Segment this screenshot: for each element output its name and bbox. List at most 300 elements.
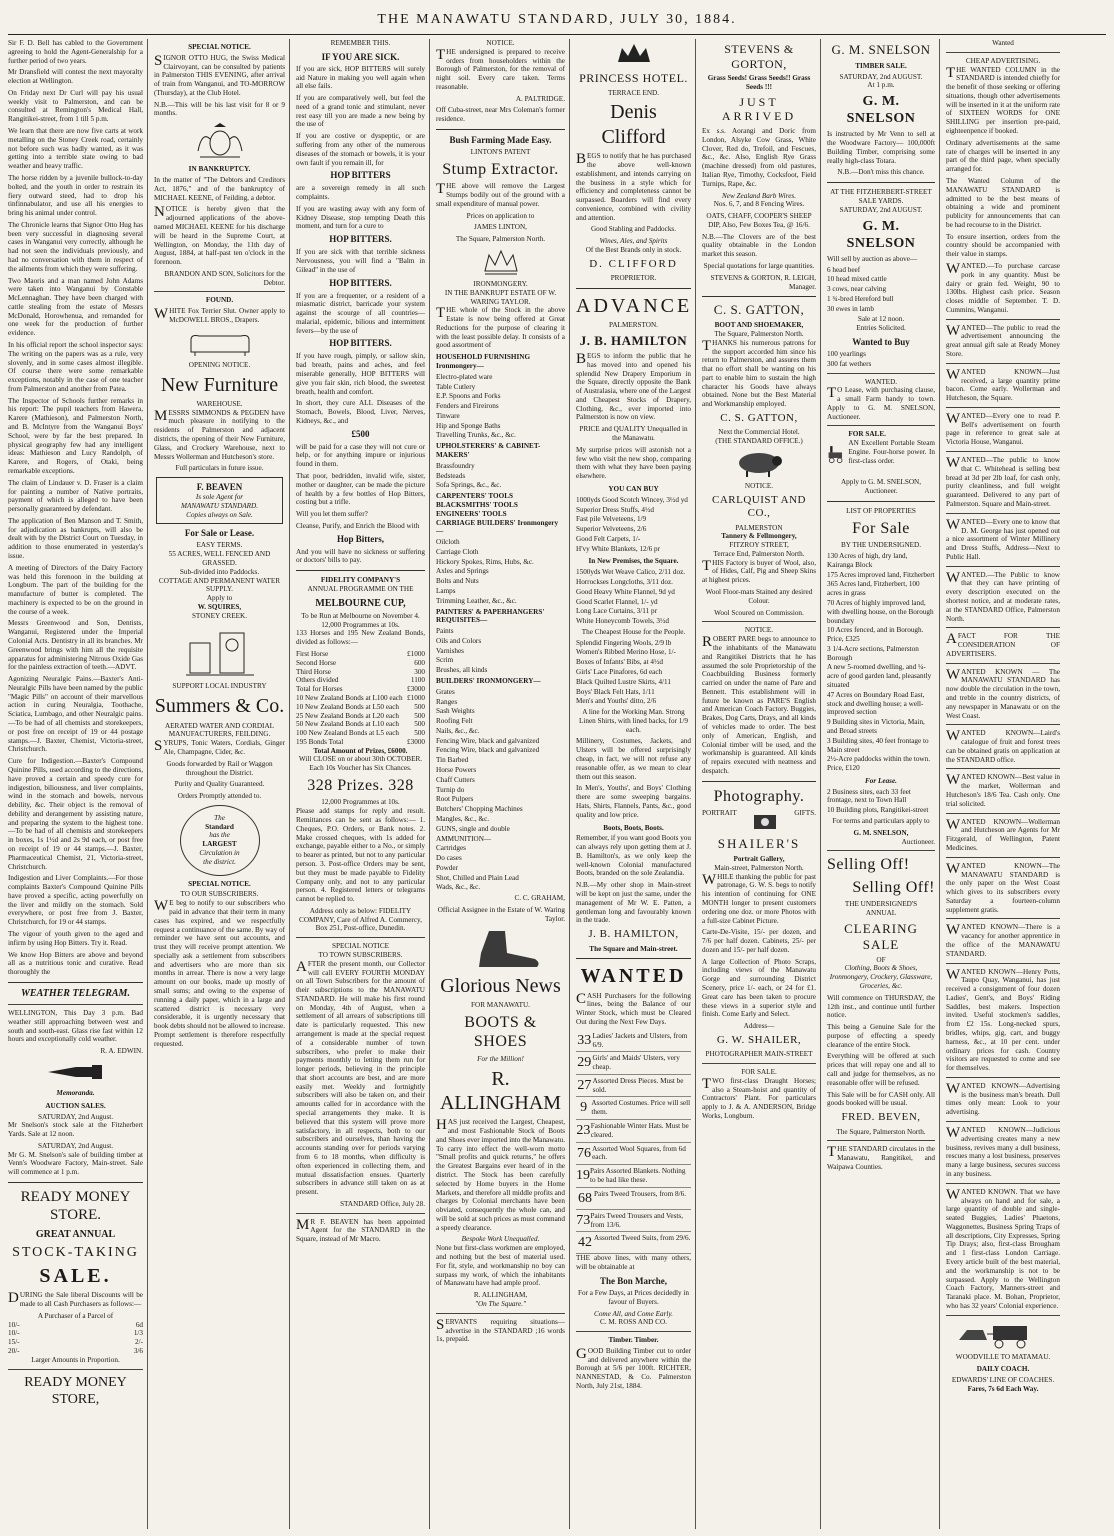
entries: Entries Solicited. (856, 324, 906, 333)
builders-item: AMMUNITION— (436, 834, 492, 843)
prize-amount: 1100 (410, 676, 425, 685)
builders-item: Shot, Chilled and Plain Lead (436, 873, 519, 882)
builders-item: Cartridges (436, 844, 466, 853)
wanted-list (576, 1030, 691, 1255)
premises: In New Premises, the Square. (588, 557, 679, 566)
columns (8, 39, 1106, 1529)
wanted-ad: WANTED KNOWN—The MANAWATU STANDARD is the only paper on the West Coast which gives to its subscribers every Saturday a fourteen-column supplement gratis. (946, 860, 1060, 914)
news-paragraph: The application of Ben Manson and T. Smith, for adjudication as bankrupts, will also be dealt with by the District Court on Tuesday, in addition to those enumerated in yesterday's issue. (8, 516, 143, 560)
town-text: AFTER the present month, our Collector will call EVERY FOURTH MONDAY on all Town Subscribers for the amount of their subscriptions to the MANAWATU STANDARD. He will make his first round on Monday, 4th of August, when a settlement of all arrears of subscriptions till date is particularly requested. This new arrangement is made at the special request of a considerable number of town subscribers, who prefer to make their payments monthly to letting them run for longer periods, believing in the principle that short accounts are best, and are more easily met. Weekly and fortnightly subscribers will also be taken on, and their amounts called for in accordance with the special arrangements they make. It is believed that this system will prove more satisfactory, in all respects, both to our subscribers and ourselves, than having the accounts standing over for periods varying from 6 to 18 months, when difficulty is often experienced in collecting them, and mutual dissatisfaction ensues. Quarterly subscribers in advance still taken on as at present. (296, 958, 425, 1197)
painters-item: Varnishes (436, 646, 464, 655)
bond-table (296, 694, 425, 738)
wanted-item (576, 1232, 691, 1254)
furniture-text: MESSRS SIMMONDS & PEGDEN have much pleasure in notifying to the residents of Palmerston and adjacent districts, the opening of their New Furniture, Glass, and Crockery Warehouse, next to Messrs Wollerman and Hutcheson's store. (154, 407, 285, 461)
princess-hotel: PRINCESS HOTEL. (579, 71, 688, 85)
wanted-title: WANTED (580, 965, 687, 988)
sell-list (827, 266, 935, 314)
discount-amount: 10/- (8, 1329, 20, 1338)
news-paragraph: On Friday next Dr Curl will pay his usual weekly visit to Palmerston, and can be consulted at Remington's Medical Hall, Rangitikei-street, from 1 till 5 p.m. (8, 88, 143, 124)
wanted-count: 76 (577, 1145, 592, 1161)
divider (946, 768, 1060, 769)
clifford-title: Denis Clifford (601, 101, 666, 148)
each-ten: Each 10s Voucher has Six Chances. (309, 764, 412, 773)
everything: Everything will be offered at such prices that will repay one and all to call and judge for themselves, as no reasonable offer will be refused. (827, 1052, 935, 1087)
news-paragraph: The vigour of youth given to the aged and infirm by using Hop Bitters. Try it. Read. (8, 930, 143, 947)
tannery: Tannery & Fellmongery, (721, 532, 797, 541)
bankrupt-estate: IN THE BANKRUPT ESTATE OF W. WARING TAYLOR. (444, 288, 557, 306)
warehouse: WAREHOUSE. (196, 399, 243, 408)
portrait: PORTRAIT (702, 809, 737, 818)
auction-text: Mr Snelson's stock sale at the Fitzherbert Yards. Sale at 12 noon. (8, 1121, 143, 1139)
cheapest-item: Boxes of Infants' Bibs, at 4½d (576, 658, 663, 667)
divider (946, 918, 1060, 919)
prize-label: 100 New Zealand Bonds at L5 each (296, 729, 399, 738)
wanted-ad: WANTED—Every one to know that D. M. George has just opened out a nice assortment of Winter Millinery and Dress Stuffs, Address—Next to Public Hall. (946, 516, 1060, 561)
banner-line: Circulation in (199, 849, 240, 858)
stump-title: Stump Extractor. (442, 160, 559, 178)
hop-bitters-paragraph: If you are costive or dyspeptic, or are suffering from any other of the numerous diseases of the stomach or bowels, it is your own fault if you remain ill, for (296, 132, 425, 167)
wanted-ad: AFACT FOR THE CONSIDERATION OF ADVERTISERS. (946, 631, 1060, 658)
prize-table (296, 650, 425, 685)
blacksmiths: BLACKSMITHS' TOOLS (436, 500, 518, 509)
sell-item: 6 head beef (827, 265, 861, 274)
allingham-title: R. ALLINGHAM (439, 1067, 562, 1114)
daily-coach: DAILY COACH. (976, 1365, 1030, 1374)
gallery: Portrait Gallery, (733, 855, 785, 864)
for-manawatu: FOR MANAWATU. (471, 1000, 530, 1009)
glorious-title: Glorious News (440, 974, 561, 997)
steam-engine-icon (827, 430, 844, 478)
news-paragraph: Sir F. D. Bell has cabled to the Government agreeing to hold the Agent-Generalship for a further period of two years. (8, 39, 143, 65)
prize-amount: 600 (414, 658, 425, 667)
remember: REMEMBER THIS. (330, 39, 391, 47)
sell-item: 3 cows, near calving (827, 285, 887, 294)
carriage-item: Trimming Leather, &c., &c. (436, 596, 517, 605)
prize-row (296, 650, 425, 659)
discount-value: 1/3 (133, 1329, 143, 1338)
wanted-desc: Assorted Wool Squares, from 6d each. (592, 1144, 686, 1162)
camera-icon (750, 809, 780, 833)
divider (946, 813, 1060, 814)
cash-only: This Sale will be for CASH only. All goods booked will be usual. (827, 1090, 935, 1108)
buy-item: H'vy White Blankets, 12/6 pr (576, 544, 661, 553)
builders-item: Grates (436, 687, 455, 696)
wanted-desc: Girls' and Maids' Ulsters, very cheap. (592, 1054, 680, 1072)
household-list (436, 373, 565, 440)
town-subscribers: TO TOWN SUBSCRIBERS. (318, 950, 403, 959)
terrace: TERRACE END. (607, 88, 660, 97)
timber-title: Timber. Timber. (608, 1336, 659, 1345)
for-sale: FOR SALE. (848, 430, 886, 439)
selling-off-2: Selling Off! (852, 878, 935, 896)
wanted-ad: WANTED KNOWN—Henry Potts, Taupo Quay, Wanganui, has just received a consignment of four dozen Ladies', Gent's, and Boys' Riding Saddles, best makers. Inspection invited. Useful stockmen's saddles, from £2 15s. Long-necked spurs, bridles, whips, gig, cart, and buggy harness, &c., at 10 per cent. under ordinary prices for cash. Country visitors are requested to come and see for themselves. (946, 966, 1060, 1073)
news-paragraph: The Chronicle learns that Signor Otto Hug has been very successful in diagnosing several cases in Wanganui very correctly, although he had not seen the individuals previously, and had no conversation with them in respect of the ailments from which they were suffering. (8, 220, 143, 273)
hop-bitters-paragraph: And you will have no sickness or suffering or doctors' bills to pay. (296, 547, 425, 565)
hop-bitters-paragraph: Will you let them suffer? (296, 510, 368, 519)
upholsterers: UPHOLSTERERS' & CABINET-MAKERS' (436, 442, 541, 460)
boots-shoes: BOOTS & SHOES (464, 1013, 537, 1051)
wanted-count: 68 (578, 1190, 592, 1206)
goods-forwarded: Goods forwarded by Rail or Waggon throughout the District. (166, 759, 273, 777)
wanted-item (576, 1210, 691, 1233)
painters-item: Brushes, all kinds (436, 666, 488, 675)
shailer-text: WHILE thanking the public for past patronage, G. W. S. begs to notify his intention of continuing for ONE MONTH longer to present customers ordering one doz. or more Photos with a full-size Cabinet Picture. (702, 871, 816, 925)
sale-title: SALE. (39, 1264, 112, 1287)
gatton-next: Next the Commercial Hotel. (718, 428, 800, 437)
gallery-addr: Main-street, Palmerston North. (714, 863, 804, 872)
buy-list (576, 496, 691, 554)
wanted-ad: WANTED KNOWN — The MANAWATU STANDARD has now double the circulation in the town, and treble in the country districts, of any newspaper in Manawatu or on the West Coast. (946, 666, 1060, 720)
gatton-title: C. S. GATTON, (713, 302, 805, 318)
prize-row (296, 712, 425, 721)
wanted-text: CASH Purchasers for the following lines, being the Balance of our Winter Stock, which must be Cleared Out during the Next Few Days. (576, 990, 691, 1027)
hamilton-addr: The Square and Main-street. (589, 944, 678, 953)
fencing: Nos. 6, 7, and 8 Fencing Wires. (713, 200, 805, 209)
orders: Orders Promptly attended to. (177, 792, 262, 801)
divider (946, 52, 1060, 53)
acres-text: 55 ACRES, WELL FENCED AND GRASSED. (168, 550, 271, 568)
painters-item: Scrim (436, 656, 454, 665)
hop-bitters-paragraph: If you are a frequenter, or a resident of a miasmatic district, barricade your system against the scourge of all countries—malarial, epidemic, bilious and intermittent fevers—by the use of (296, 291, 425, 335)
beaven-note: MR F. BEAVEN has been appointed Agent for the STANDARD in the Square, instead of Mr Macro. (296, 1216, 425, 1244)
hop-bitters-paragraph: If you are sick with that terrible sickness Nervousness, you will find a "Balm in Gilead" in the use of (296, 248, 425, 274)
divider (576, 288, 691, 289)
cheapest-item: Girls' Lace Pinafores, 6d each (576, 668, 663, 676)
beven: FRED. BEVEN, (841, 1111, 921, 1124)
great-annual: GREAT ANNUAL (35, 1228, 116, 1240)
palmerston: PALMERSTON. (609, 321, 658, 330)
divider (576, 1331, 691, 1332)
bespoke-text: None but first-class workmen are employed, and nothing but the best of material used. For fit, style, and workmanship no boy can surpass my work, of which the inhabitants of Manawatu have had ample proof. (436, 1244, 565, 1288)
column-6 (702, 39, 821, 1529)
prize-label: Others divided (296, 676, 339, 685)
beaven-box (156, 477, 283, 524)
wanted-item (576, 1075, 691, 1098)
lease-item: 10 Building plots, Rangitikei-street (827, 806, 929, 815)
premises-item: Good Scarlet Flannel, 1/- yd (576, 597, 658, 606)
prize-amount: £1000 (407, 693, 425, 702)
divider (946, 319, 1060, 320)
hop-bitters-heading: HOP BITTERS. (329, 338, 392, 349)
rms-text: DURING the Sale liberal Discounts will be made to all Cash Purchasers as follows:— (8, 1290, 143, 1309)
builders-item: Wads, &c., &c. (436, 883, 481, 892)
property-item: 9 Building sites in Victoria, Main, and Broad streets (827, 718, 925, 735)
divider (827, 425, 935, 426)
discount-foot: Larger Amounts in Proportion. (31, 1355, 120, 1364)
hop-bitters-heading: HOP BITTERS. (329, 277, 392, 288)
property-item: 47 Acres on Boundary Road East, stock and dwelling house; a well-improved section (827, 690, 925, 717)
oats: OATS, CHAFF, COOPER'S SHEEP DIP, Also, Few Boxes Tea, @ 16/6. (706, 212, 812, 229)
wanted-count: 33 (577, 1032, 592, 1048)
apply-snelson: Apply to G. M. SNELSON, Auctioneer. (840, 478, 922, 496)
carpenters: CARPENTERS' TOOLS (436, 492, 514, 501)
auction-date: SATURDAY, 2nd August. (37, 1112, 114, 1121)
terms: For terms and particulars apply to (832, 816, 930, 825)
properties: LIST OF PROPERTIES (846, 507, 916, 516)
best-brands: Of the Best Brands only in stock. (585, 246, 682, 254)
news-paragraph: Indigestion and Liver Complaints.—For those complaints Baxter's Compound Quinine Pills have proved a specific, acting powerfully on the liver and mildly on the stomach. Sold everywhere, or post free from J. Baxter, Christchurch, for 19 or 44 stamps. (8, 874, 143, 927)
notice-text: THE undersigned is prepared to receive orders from householders within the Borough of Palmerston, for the removal of night soil. Every care taken. Terms reasonable. (436, 46, 565, 91)
divider (946, 663, 1060, 664)
beaven-line: MANAWATU STANDARD. (180, 501, 259, 510)
premises-list (576, 568, 691, 626)
gifts: GIFTS. (794, 809, 816, 818)
for-lease: For Lease. (865, 776, 897, 785)
household: HOUSEHOLD FURNISHING Ironmongery— (436, 353, 531, 371)
discount-amount: 10/- (8, 1320, 20, 1329)
divider (8, 1369, 143, 1370)
cheapest-list (576, 639, 691, 706)
standard-office: STANDARD Office, July 28. (340, 1199, 425, 1208)
prize-label: 10 New Zealand Bonds at L50 each (296, 702, 399, 711)
annual: ANNUAL (865, 909, 897, 918)
wanted-buy: Wanted to Buy (852, 337, 910, 348)
rms-title: READY MONEY STORE. (20, 1189, 131, 1224)
wanted-item (576, 1097, 691, 1120)
wanted: WANTED. (864, 377, 898, 386)
painters: PAINTERS' & PAPERHANGERS' REQUISITES— (436, 607, 545, 625)
builders-item: Nails, &c., &c. (436, 726, 480, 735)
undersigned2: THE UNDERSIGNED'S (844, 900, 918, 909)
hamilton-title: J. B. HAMILTON (579, 333, 688, 349)
wanted-ad: WANTED KNOWN. That we have always on hand and for sale, a large quantity of double and single-seated Buggies, Ladies' Phaetons, Waggonettes, Business Spring Traps of all descriptions, City Expresses, Spring Tip Drays; also, first-class Brougham and 1 first-class London Carriage. Every article built of the best material, and the workmanship is not to be surpassed. Apply to the Wellington Coach Factory, Manners-street and Taranaki place. M. Bohan, Proprietor, who has 32 years' Colonial experience. (946, 1186, 1060, 1310)
hug-nb: N.B.—This will be his last visit for 8 or 9 months. (154, 100, 285, 118)
divider (827, 850, 935, 851)
divider (946, 857, 1060, 858)
stabling: Good Stabling and Paddocks. (590, 225, 677, 234)
wanted-item (576, 1188, 691, 1210)
saturday: SATURDAY, 2nd AUGUST. (839, 72, 923, 81)
property-item: A new 5-roomed dwelling, and ¼-acre of good garden land, pleasantly situated (827, 663, 932, 690)
wanted-count: 9 (580, 1100, 588, 1116)
lintons: LINTON'S PATENT (470, 148, 531, 156)
timber-sale: TIMBER SALE. (855, 61, 907, 70)
divider (946, 513, 1060, 514)
clearing-items: Clothing, Boots & Shoes, Ironmongery, Crockery, Glassware, Groceries, &c. (829, 964, 933, 990)
carriage-item: Bolts and Nuts (436, 577, 479, 586)
gatton-addr: The Square, Palmerston North. (714, 329, 804, 338)
prize-row (296, 668, 425, 677)
upholsterers-list (436, 462, 565, 490)
carriage-item: Hickory Spokes, Rims, Hubs, &c. (436, 557, 534, 566)
prize-amount: 500 (414, 711, 425, 720)
discount-value: 3/6 (133, 1346, 143, 1355)
news-paragraph: Agonizing Neuralgic Pains.—Baxter's Anti-Neuralgic Pills have been named by the public "Magic Pills" on account of their marvellous action in curing Neuralgia, Toothache, Sciatica, Lumbago, and other Neuralgic pains.—To be had of all chemists and storekeepers, or post free on receipt of 19 or 44 postage stamps.—J. Baxter, Chemist, Victoria-street, Christchurch. (8, 675, 143, 754)
engineers: ENGINEERS' TOOLS (436, 509, 507, 518)
buy-item: 100 yearlings (827, 349, 866, 358)
ironmongery: IRONMONGERY. (473, 279, 528, 288)
bon-marche: The Bon Marche, (599, 1276, 668, 1287)
notice: NOTICE. (744, 626, 774, 635)
buy-list (827, 350, 935, 369)
wool-scoured: Wool Scoured on Commission. (714, 608, 804, 617)
wanted-count: 19 (576, 1168, 590, 1184)
prize-row (296, 703, 425, 712)
auction-text: Mr G. M. Snelson's sale of building timber at Venn's Woodware Factory, Main-street. Sale will commence at 1 p.m. (8, 1150, 143, 1177)
allingham-text: HAS just received the Largest, Cheapest, and most Fashionable Stock of Boots and Shoes ever imported into the Manawatu. To carry into effect the well-worn motto "Small profits and quick returns," he offers the Greatest Bargains ever heard of in the district. The Stock has been carefully selected by Home buyers in the Home Markets, and therefore all middle profits and charges by Colonial merchants have been obviated, consequently the whole can, and will be sold at such prices as must command a speedy clearance. (436, 1117, 565, 1232)
buy-item: 300 fat wethers (827, 359, 872, 368)
if-sick: IF YOU ARE SICK. (321, 51, 400, 62)
wanted-ad: WANTED.—The Public to know that they can have printing of every description executed on the shortest notice, and at moderate rates, at the STANDARD Office, Palmerston North. (946, 569, 1060, 623)
shailer-title: SHAILER'S (717, 836, 801, 852)
carriage: CARRIAGE BUILDERS' Ironmongery— (436, 518, 559, 536)
you-can-buy: YOU CAN BUY (608, 484, 659, 493)
stock-taking: STOCK-TAKING (12, 1244, 139, 1260)
lease-title: For Sale or Lease. (184, 528, 255, 539)
advance-title: ADVANCE (576, 294, 693, 317)
floor-mats: Wool Floor-mats Stained any desired Colour. (705, 588, 813, 605)
hop-bitters-paragraph: Cleanse, Purify, and Enrich the Blood with (296, 521, 420, 530)
news-paragraph: The claim of Lindauer v. D. Fraser is a claim for painting a number of Native portraits, payment of which is alleged to have been personally guaranteed by defendant. (8, 478, 143, 514)
builders-item: Root Pulpers (436, 795, 474, 804)
prices-text: Carte-De-Visite, 15/- per dozen, and 7/6 per half dozen. Cabinets, 25/- per dozen and 15/- per half dozen. (702, 928, 816, 954)
allingham-sign: R. ALLINGHAM, (473, 1291, 528, 1300)
summers-title: Summers & Co. (154, 695, 285, 718)
surprise: My surprise prices will astonish not a few who visit the new shop, comparing them with what they have been paying elsewhere. (576, 445, 691, 481)
prize-label: First Horse (296, 650, 329, 659)
engine-text: AN Excellent Portable Steam Engine. Four-horse power. In first-class order. (848, 439, 935, 465)
circulation: The Wanted Column of the MANAWATU STANDARD is admitted to be the best means of obtaining a wide and prominent publicity for announcements that can be had recourse to in the District. (946, 176, 1060, 229)
divider (702, 621, 816, 622)
stump-text: THE above will remove the Largest Stumps bodily out of the ground with a small expenditure of manual power. (436, 181, 565, 208)
news-paragraph: Mr Dransfield will contest the next mayoralty election at Wellington. (8, 68, 143, 86)
banner-line: the district. (203, 857, 236, 866)
on-square: "On The Square." (474, 1299, 527, 1308)
divider (296, 570, 425, 571)
for-million: For the Million! (477, 1054, 524, 1063)
property-item: 3 1/4-Acre sections, Palmerston Borough (827, 644, 919, 662)
total-label: Total for Horses (296, 685, 343, 694)
palmerston: PALMERSTON (735, 523, 783, 532)
buy-item: Good Felt Carpets, 1/- (576, 534, 641, 543)
found-title: FOUND. (205, 296, 234, 305)
wanted-ad: WANTED KNOWN—Judicious advertising creates many a new business, revives many a dull business, rescues many a lost business, preserves many a large business, secures success in any business. (946, 1125, 1060, 1178)
squires: W. SQUIRES, (197, 602, 242, 611)
wanted-ads (946, 262, 1060, 1316)
hop-bitters-paragraph: That poor, bedridden, invalid wife, sister, mother or daughter, can be made the picture of health by a few bottles of Hop Bitters, costing but a trifle. (296, 471, 425, 507)
builders-item: GUNS, single and double (436, 824, 510, 833)
lease-item: 2 Business sites, each 33 feet frontage, next to Town Hall (827, 787, 911, 805)
stock-text: THE whole of the Stock in the above Estate is now being offered at Great Reductions for the purpose of clearing it with the least possible delay. It consists of a good assortment of (436, 305, 565, 350)
prize-amount: 300 (414, 667, 425, 676)
undersigned: BY THE UNDERSIGNED. (840, 541, 922, 550)
divider (946, 1121, 1060, 1122)
stevens-title: STEVENS & GORTON, (724, 42, 794, 71)
terrace: Terrace End, Palmerston North. (713, 549, 805, 558)
proprietor: PROPRIETOR. (610, 274, 657, 283)
news-paragraph: The horse ridden by a juvenile bullock-to-day bolted, and the youth in order to restrain its fiery outward steed, had to drop his tinfinnabulator, and use all his energies to bring his animal under control. (8, 173, 143, 218)
circulates: THE STANDARD circulates in the Manawatu, Rangitikei, and Waipawa Counties. (827, 1144, 935, 1171)
builders-item: Tin Barbed (436, 756, 469, 765)
buy-item: Superior Dress Stuffs, 4½d (576, 505, 654, 514)
at-1pm: At 1 p.m. (867, 81, 895, 90)
prize-label: 10 New Zealand Bonds at L100 each (296, 693, 403, 702)
carriage-item: Axles and Springs (436, 567, 489, 576)
just-arrived: JUST ARRIVED (721, 94, 797, 124)
builders-item: Fencing Wire, black and galvanized (436, 736, 540, 745)
paddocks: Sub-divided into Paddocks. (179, 567, 260, 576)
wanted-desc: Assorted Costumes. Price will sell them. (591, 1099, 691, 1117)
household-item: Hip and Sponge Baths (436, 421, 501, 430)
builders-item: Turnip do (436, 785, 465, 794)
pare-text: ROBERT PARE begs to announce to the inhabitants of the Manawatu and Rangitikei Districts that he has assumed the sole Proprietorship of the Coachbuilding Business formerly carried on under the name of Pare and Bennett. This establishment will in future be known as PARE'S English and American Coach Factory. Buggies, Brakes, Dog Carts, Drays, and all kinds of vehicles made to order. The best only of American, English, and Colonial timber will be used, and the workmanship is guaranteed. All kinds of repairs executed with neatness and despatch. (702, 634, 816, 775)
servants: SERVANTS requiring situations—advertise in the STANDARD ;16 words 1s, prepaid. (436, 1316, 565, 1344)
found-text: WHITE Fox Terrier Slut. Owner apply to McDOWELL BROS., Drapers. (154, 306, 285, 324)
cheapest-item: Splendid Fingering Wools, 2/9 lb (576, 638, 672, 647)
wanted-ad: WANTED KNOWN—Laird's catalogue of fruit and forest trees can be obtained gratis on application at the STANDARD office. (946, 728, 1060, 764)
prices: Prices on application to (466, 211, 535, 220)
column-5 (576, 39, 696, 1529)
cheapest-item: Black Quilted Lustre Skirts, 4/11 (576, 677, 671, 686)
clifford-text: BEGS to notify that he has purchased the above well-known establishment, and intends carrying on the business in a style which for efficiency and completeness cannot be surpassed. Boarders will find every convenience, combined with civility and attention. (576, 151, 691, 222)
sale-noon: Sale at 12 noon. (857, 315, 905, 324)
instructed: Is instructed by Mr Venn to sell at the Woodware Factory— 100,000ft Building Timber, comprising some really high-class Totara. (827, 130, 935, 165)
news-paragraph: A meeting of Directors of the Dairy Factory was held this forenoon in the building at Longburn. The part of the building for the manufacture of butter is completed. The machinery is expected to be on the ground in the course of a week. (8, 563, 143, 616)
divider (827, 1140, 935, 1141)
lease-text: TO Lease, with purchasing clause, a small Farm handy to town. Apply to G. M. SNELSON, Auctioneer. (827, 385, 935, 421)
cheapest-item: Boys' Black Felt Hats, 1/11 (576, 687, 655, 696)
painters-list (436, 627, 565, 675)
boots-text: Remember, if you want good Boots you can always rely upon getting them at J. B. Hamilton's, as we only keep the well-known Colonial manufactured Boots, branded on the sole Zealandia. (576, 834, 691, 878)
news-paragraph: Messrs Greenwood and Son, Dentists, Wanganui, Registered under the Imperial Colonial Acts. Dentistry in all its branches. Mr Greenwood brings with him all the requisite apparatus for administering Nitrous Oxide Gas for the painless extraction of teeth.—ADVT. (8, 619, 143, 672)
fitzherbert: AT THE FITZHERBERT-STREET SALE YARDS. (830, 188, 932, 206)
prize-label: 25 New Zealand Bonds at L20 each (296, 711, 399, 720)
carriage-item: Carriage Cloth (436, 547, 479, 556)
barbed-wire: New Zealand Barb Wires. (721, 191, 796, 200)
builders-item: Horse Powers (436, 766, 477, 775)
purity: Purity and Quality Guaranteed. (174, 780, 265, 789)
wanted-desc: Pairs Tweed Trousers, from 8/6. (594, 1189, 687, 1198)
upholsterers-item: Sofa Springs, &c., &c. (436, 481, 502, 490)
builders-item: Sash Weights (436, 707, 475, 716)
wanted-item (576, 1030, 691, 1053)
wanted-item (576, 1165, 691, 1188)
prizes-count: 328 Prizes. 328 (307, 776, 414, 794)
news-paragraph: In his official report the school inspector says: The writing on the papers was as a rule, very slovenly, and in some cases almost illegible. Of course there were some remarkable exceptions, notably in the case of one teacher from Palmerston and another from Patea. (8, 341, 143, 393)
masthead (8, 6, 1106, 35)
divider (702, 1063, 816, 1064)
standard-office: (THE STANDARD OFFICE.) (715, 437, 803, 446)
hop-bitters-heading: Hop Bitters, (337, 533, 384, 544)
hop-bitters-text (296, 65, 425, 565)
wanted-count: 27 (577, 1077, 592, 1093)
premises-item: Long Lace Curtains, 3/11 pr (576, 607, 657, 616)
graham: C. C. GRAHAM, (514, 894, 565, 903)
cheap-advertising: CHEAP ADVERTISING. (965, 56, 1041, 65)
divider (827, 373, 935, 374)
news-paragraphs (8, 39, 143, 977)
hop-bitters-heading: HOP BITTERS (330, 170, 391, 181)
wanted-ad: WANTED KNOWN—Advertising is the business man's breath. Dull times only mean: Look to your advertising. (946, 1080, 1060, 1117)
factory-text: THIS Factory is buyer of Wool, also, of Hides, Calf, Pig and Sheep Skins at highest prices. (702, 557, 816, 585)
news-paragraph: We learn that there are now five carts at work metalling on the Stoney Creek road, certainly not before such was badly wanted, as it was getting into a terrible state owing to bad weather and heavy traffic. (8, 127, 143, 171)
come-all: Come All, and Come Early. (594, 1309, 673, 1318)
bonds: 12,000 Programmes at 10s. (321, 620, 400, 629)
draught-text: TWO first-class Draught Horses; also a Steam-hoist and quantity of Contractors' Plant. For particulars apply to J. & A. ANDERSON, Bridge Works, Longburn. (702, 1075, 816, 1120)
wanted-desc: Fashionable Winter Hats. Must be cleared. (590, 1122, 689, 1139)
auctioneer: Auctioneer. (901, 837, 935, 846)
prize-amount: £1000 (407, 650, 425, 659)
genuine: This being a Genuine Sale for the purpose of effecting a speedy clearance of the entire Stock. (827, 1023, 935, 1049)
fidelity-title: FIDELITY COMPANY'S (320, 576, 401, 585)
property-list (827, 552, 935, 773)
rms-footer: READY MONEY STORE, (24, 1374, 127, 1407)
gatton-text: THANKS his numerous patrons for the support accorded him since his return to Palmerston, and assures them that no effort shall be wanting on his part to enable him to sustain the high character his Goods have always obtained. None but the Best Material and Workmanship employed. (702, 337, 816, 409)
graham-title: Official Assignee in the Estate of W. Waring Taylor. (437, 905, 565, 923)
royal-arms-icon (192, 121, 248, 161)
arrived-text: Ex s.s. Aorangi and Doric from London, Alsyke Cow Grass, White Clover, Red do, Trefoil, and Fescues, &c., &c. Also, English Rye Grass (machine dressed) from old pastures, Italian Rye, Timothy, Cocksfoot, Field Turnips, Rape, &c. (702, 127, 816, 188)
clovers: N.B.—The Clovers are of the best quality obtainable in the London market this season. (702, 232, 816, 259)
